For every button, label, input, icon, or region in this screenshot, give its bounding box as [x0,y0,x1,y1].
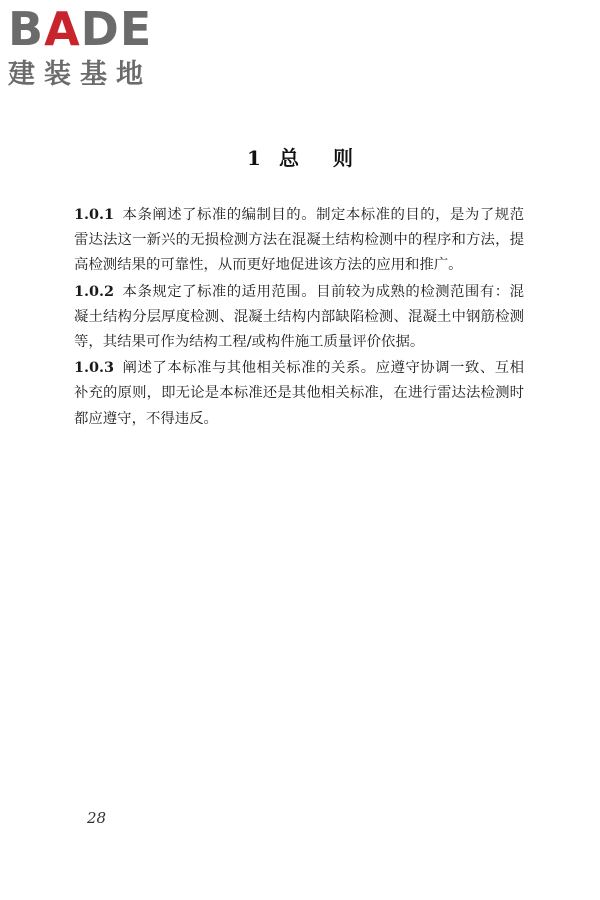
chapter-number: 1 [247,146,261,170]
logo-wordmark-post: DE [80,2,153,56]
chapter-body [74,202,524,432]
clause-number: 1.0.2 [74,282,115,300]
logo-wordmark-pre: B [8,2,45,56]
clause-1-0-1 [74,202,524,279]
clause-1-0-3 [74,355,524,432]
clause-number: 1.0.3 [74,359,115,377]
clause-text: 本条阐述了标准的编制目的。制定本标准的目的，是为了规范雷达法这一新兴的无损检测方法在混凝土结构检测中的程序和方法，提高检测结果的可靠性，从而更好地促进该方法的应用和推广。 [74,207,524,274]
chapter-title-part1: 总 [278,146,299,170]
clause-1-0-2 [74,279,524,356]
clause-text: 本条规定了标准的适用范围。目前较为成熟的检测范围有：混凝土结构分层厚度检测、混凝土结构内部缺陷检测、混凝土中钢筋检测等，其结果可作为结构工程/或构件施工质量评价依据。 [74,283,524,351]
logo-subtitle: 建装基地 [8,59,152,90]
logo-wordmark [8,2,178,56]
logo-wordmark-accent: A [44,2,81,56]
chapter-title-part2: 则 [332,146,353,170]
clause-text: 阐述了本标准与其他相关标准的关系。应遵守协调一致、互相补充的原则，即无论是本标准还是其他相关标准，在进行雷达法检测时都应遵守，不得违反。 [74,360,524,427]
bade-logo [8,2,178,96]
chapter-title [0,144,600,172]
clause-number: 1.0.1 [74,206,115,223]
page-number: 28 [87,809,107,827]
